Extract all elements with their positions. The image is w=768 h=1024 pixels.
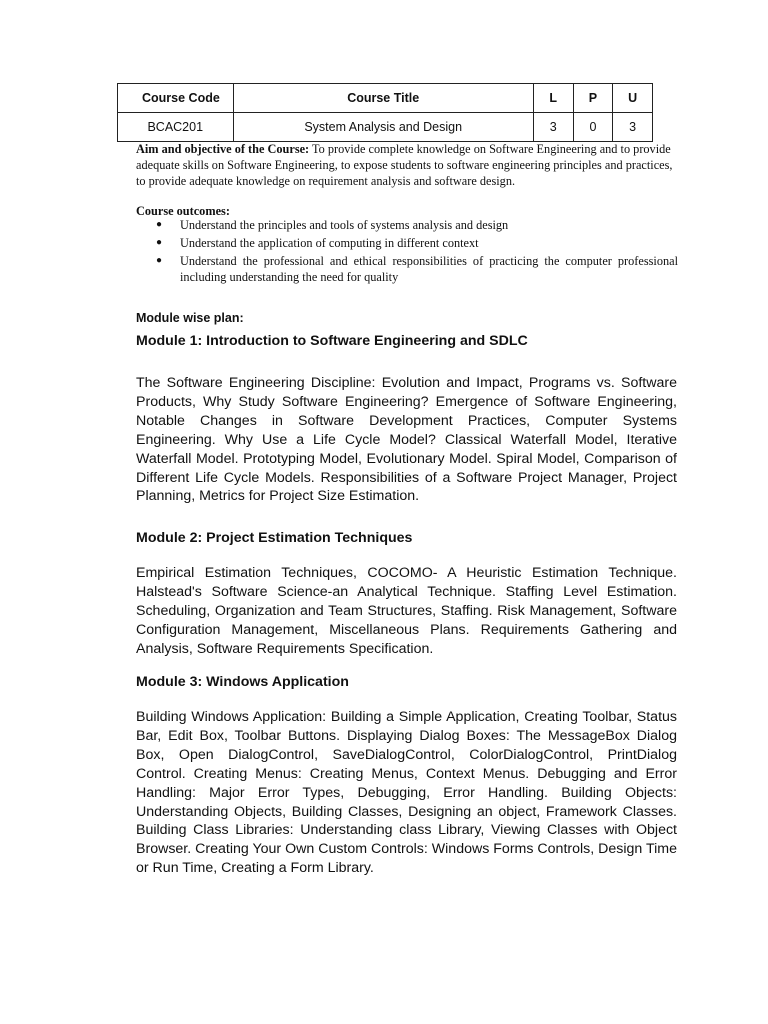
bullet-icon: ● xyxy=(156,219,163,230)
header-l: L xyxy=(533,84,573,113)
outcomes-title: Course outcomes: xyxy=(136,204,230,218)
outcome-text: Understand the professional and ethical responsibilities of practicing the computer professional including understanding the need for quality xyxy=(180,254,678,284)
module-1-title: Module 1: Introduction to Software Engineering and SDLC xyxy=(136,333,528,349)
cell-p: 0 xyxy=(573,113,613,142)
header-p: P xyxy=(573,84,613,113)
list-item xyxy=(136,253,678,285)
module-3-title: Module 3: Windows Application xyxy=(136,674,349,690)
header-course-title: Course Title xyxy=(233,84,533,113)
cell-l: 3 xyxy=(533,113,573,142)
module-1-body: The Software Engineering Discipline: Evolution and Impact, Programs vs. Software Products, Why Study Software Engineering? Emergence of Software Engineering, Notable Changes in Software Development Practices, Computer Systems Engineering. Why Use a Life Cycle Model? Classical Waterfall Model, Iterative Waterfall Model. Prototyping Model, Evolutionary Model. Spiral Model, Comparison of Different Life Cycle Models. Responsibilities of a Software Project Manager, Project Planning, Metrics for Project Size Estimation. xyxy=(136,375,677,505)
aim-label: Aim and objective of the Course: xyxy=(136,142,310,156)
aim-paragraph xyxy=(136,141,678,189)
list-item xyxy=(136,217,678,233)
bullet-icon: ● xyxy=(156,237,163,248)
outcomes-list xyxy=(136,217,678,287)
module-plan-title: Module wise plan: xyxy=(136,311,244,325)
outcome-text: Understand the application of computing in different context xyxy=(180,236,479,250)
table-row xyxy=(118,113,653,142)
list-item xyxy=(136,235,678,251)
cell-course-title: System Analysis and Design xyxy=(233,113,533,142)
course-table xyxy=(117,83,653,142)
header-course-code: Course Code xyxy=(118,84,234,113)
cell-course-code: BCAC201 xyxy=(118,113,234,142)
module-2-title: Module 2: Project Estimation Techniques xyxy=(136,530,413,546)
header-u: U xyxy=(613,84,653,113)
module-3-body: Building Windows Application: Building a Simple Application, Creating Toolbar, Status Bar, Edit Box, Toolbar Buttons. Displaying Dialog Boxes: The MessageBox Dialog Box, Open DialogControl, SaveDialogControl, ColorDialogControl, PrintDialog Control. Creating Menus: Creating Menus, Context Menus. Debugging and Error Handling: Major Error Types, Debugging, Error Handling. Building Objects: Understanding Objects, Building Classes, Designing an object, Framework Classes. Building Class Libraries: Understanding class Library, Viewing Classes with Object Browser. Creating Your Own Custom Controls: Windows Forms Controls, Design Time or Run Time, Creating a Form Library. xyxy=(136,709,677,877)
bullet-icon: ● xyxy=(156,255,163,266)
table-header-row xyxy=(118,84,653,113)
aim-text: To provide complete knowledge on Software Engineering and to provide adequate skills on Software Engineering, to expose students to software engineering principles and practices, to provide adequate knowledge on requirement analysis and software design. xyxy=(136,142,673,188)
outcome-text: Understand the principles and tools of systems analysis and design xyxy=(180,218,509,232)
module-2-body: Empirical Estimation Techniques, COCOMO- A Heuristic Estimation Technique. Halstead's Software Science-an Analytical Technique. Staffing Level Estimation. Scheduling, Organization and Team Structures, Staffing. Risk Management, Software Configuration Management, Miscellaneous Plans. Requirements Gathering and Analysis, Software Requirements Specification. xyxy=(136,565,677,657)
cell-u: 3 xyxy=(613,113,653,142)
